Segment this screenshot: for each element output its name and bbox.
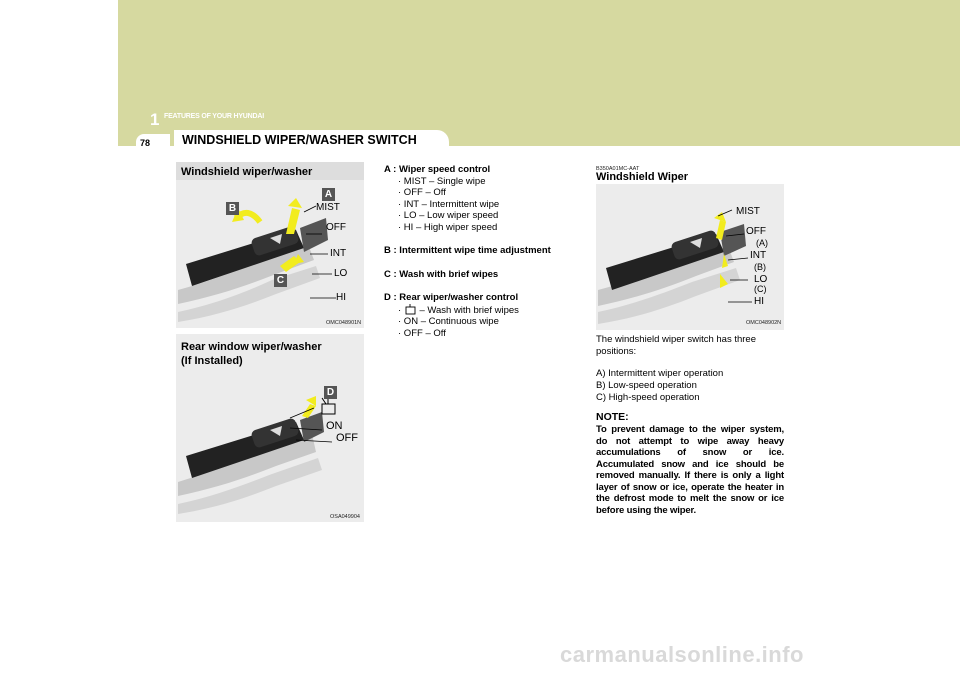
- legend-d-item: · OFF – Off: [398, 327, 446, 339]
- legend-a-heading: A : Wiper speed control: [384, 164, 491, 175]
- control-legend: [384, 164, 574, 339]
- label-off: OFF: [326, 222, 346, 233]
- note-heading: NOTE:: [596, 411, 629, 423]
- legend-a-item: · MIST – Single wipe: [398, 175, 486, 187]
- figure-title-line2: (If Installed): [181, 355, 243, 367]
- legend-d-heading: D : Rear wiper/washer control: [384, 292, 519, 303]
- figure-code: OMC048901N: [326, 320, 362, 326]
- label-int: INT: [750, 250, 767, 261]
- badge-a: A: [322, 188, 335, 201]
- note-body: To prevent damage to the wiper system, do not attempt to wipe away heavy accumulations of snow or ice. Accumulated snow and ice should be removed manually. If there is only a light layer of snow or ice, operate the heater in the defrost mode to melt the snow or ice before using the wiper.: [596, 424, 784, 516]
- legend-a-item: · OFF – Off: [398, 187, 446, 198]
- label-on: ON: [326, 420, 343, 432]
- label-lo: LO: [754, 274, 768, 285]
- label-a: (A): [756, 238, 768, 248]
- badge-b: B: [226, 202, 239, 215]
- windshield-wiper-positions-figure: [596, 184, 784, 330]
- rear-wiper-figure: [176, 334, 364, 522]
- header-band: [118, 0, 960, 146]
- label-c: (C): [754, 284, 767, 294]
- label-hi: HI: [754, 296, 764, 307]
- label-mist: MIST: [316, 202, 340, 213]
- legend-a-item: · LO – Low wiper speed: [398, 210, 499, 221]
- legend-a-item: · HI – High wiper speed: [398, 221, 498, 233]
- label-mist: MIST: [736, 206, 760, 217]
- section-code: B350A01MC-AAT: [596, 166, 640, 172]
- legend-c-heading: C : Wash with brief wipes: [384, 268, 499, 280]
- label-off: OFF: [746, 226, 766, 237]
- figure-code: OMC048902N: [746, 320, 782, 326]
- legend-d-item-text: – Wash with brief wipes: [419, 304, 519, 316]
- figure-title-line1: Rear window wiper/washer: [181, 341, 322, 353]
- right-intro: The windshield wiper switch has three positions:: [596, 334, 756, 357]
- wiper-stalk-illustration: [176, 162, 364, 328]
- label-b: (B): [754, 262, 766, 272]
- legend-d-item: [384, 304, 574, 317]
- legend-b-heading: B : Intermittent wipe time adjustment: [384, 245, 551, 256]
- figure-code: OSA049904: [330, 514, 360, 520]
- page-number: 78: [140, 138, 151, 148]
- label-lo: LO: [334, 268, 348, 279]
- label-hi: HI: [336, 292, 346, 303]
- bullet: ·: [398, 304, 404, 316]
- watermark: carmanualsonline.info: [560, 642, 804, 667]
- label-off: OFF: [336, 432, 358, 444]
- badge-d: D: [324, 386, 337, 399]
- position-c: C) High-speed operation: [596, 392, 700, 403]
- rear-washer-icon: [404, 304, 417, 315]
- badge-c: C: [274, 274, 287, 287]
- legend-a-item: · INT – Intermittent wipe: [398, 198, 500, 210]
- windshield-wiper-figure: [176, 162, 364, 328]
- chapter-number: 1: [150, 110, 160, 129]
- right-heading: Windshield Wiper: [596, 171, 689, 183]
- figure-title: Windshield wiper/washer: [181, 166, 313, 178]
- position-a: A) Intermittent wiper operation: [596, 368, 724, 379]
- chapter-title: FEATURES OF YOUR HYUNDAI: [164, 113, 264, 120]
- label-int: INT: [330, 248, 347, 259]
- legend-d-item: · ON – Continuous wipe: [398, 316, 499, 327]
- position-b: B) Low-speed operation: [596, 380, 697, 391]
- section-title: WINDSHIELD WIPER/WASHER SWITCH: [182, 133, 417, 147]
